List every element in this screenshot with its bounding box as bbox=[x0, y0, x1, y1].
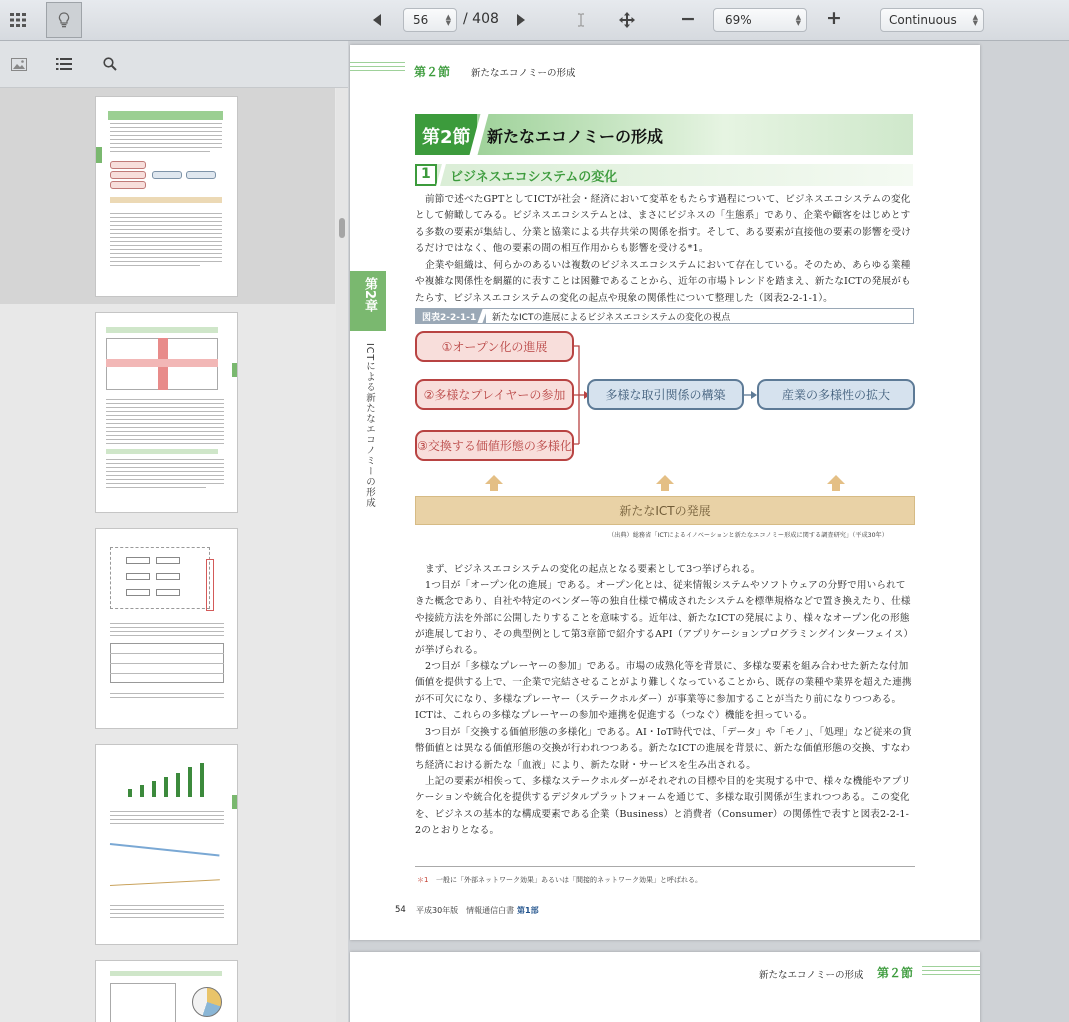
move-icon[interactable] bbox=[617, 9, 637, 31]
thumbnail-row[interactable] bbox=[0, 520, 335, 736]
diagram-box-open: ①オープン化の進展 bbox=[415, 331, 574, 362]
subsection-heading bbox=[415, 164, 913, 186]
thumbnail-row-selected[interactable] bbox=[0, 88, 335, 304]
chapter-tab-label: 第2章 bbox=[362, 277, 377, 313]
arrow-up-icon bbox=[827, 475, 845, 484]
view-mode-value: Continuous bbox=[889, 13, 957, 27]
paragraph: 2つ目が「多様なプレーヤーの参加」である。市場の成熟化等を背景に、多様な要素を組み合わせた新たな付加価値を提供する上で、一企業で完結させることがより難しくなっていることから、既存の業種や業界を超えた連携が不可欠になり、多様なプレーヤー（ステークホルダー）が事業等に参加することが当たり前になりつつある。ICTは、これらの多様なプレーヤーの参加や連携を促進する（つなぐ）機能を担っている。 bbox=[415, 661, 912, 721]
footer-book: 平成30年版 情報通信白書 bbox=[416, 906, 515, 915]
zoom-value: 69% bbox=[725, 13, 752, 27]
zoom-out-button[interactable]: − bbox=[680, 8, 696, 30]
chevron-updown-icon: ▲ ▼ bbox=[972, 13, 978, 27]
paragraph: 前節で述べたGPTとしてICTが社会・経済において変革をもたらす過程について、ビジネスエコシステムの変化として俯瞰してみる。ビジネスエコシステムとは、まさにビジネスの「生態系」であり、企業や顧客をはじめとする多数の要素が集結し、分業と協業による共存共栄の関係を指す。そして、ある要素が直接他の要素の影響を受けるだけではなく、他の要素の間の相互作用からも影響を受ける*1。 bbox=[415, 194, 911, 254]
page-number: 54 bbox=[395, 905, 406, 915]
grid-icon[interactable] bbox=[8, 10, 28, 30]
zoom-in-button[interactable]: + bbox=[826, 7, 842, 29]
chapter-side-text: ICTによる新たなエコノミーの形成 bbox=[364, 343, 375, 509]
scrollbar-thumb[interactable] bbox=[339, 218, 345, 238]
section-banner bbox=[415, 114, 913, 155]
header-title: 新たなエコノミーの形成 bbox=[471, 68, 576, 79]
footnote-text: 一般に「外部ネットワーク効果」あるいは「間接的ネットワーク効果」と呼ばれる。 bbox=[436, 876, 702, 884]
figure-label: 図表2-2-1-1 bbox=[422, 313, 477, 323]
header-section-label: 第２節 bbox=[414, 65, 451, 79]
next-header-title: 新たなエコノミーの形成 bbox=[759, 970, 864, 981]
subsection-number: 1 bbox=[421, 166, 431, 182]
chevron-updown-icon: ▲ ▼ bbox=[795, 13, 801, 27]
figure-source: （出典）総務省「ICTによるイノベーションと新たなエコノミー形成に関する調査研究」（平成30年） bbox=[608, 532, 888, 539]
toolbar bbox=[0, 0, 1069, 41]
page-thumbnail[interactable] bbox=[95, 96, 238, 297]
thumbnail-row[interactable] bbox=[0, 304, 335, 520]
image-icon[interactable] bbox=[9, 55, 29, 73]
text-cursor-icon[interactable] bbox=[572, 10, 590, 30]
footnote-mark: ＊1 bbox=[417, 876, 429, 884]
next-page-icon[interactable] bbox=[511, 10, 529, 30]
paragraph: 3つ目が「交換する価値形態の多様化」である。AI・IoT時代では、「データ」や「モノ」、「処理」など従来の貨幣価値とは異なる価値形態の交換が行われつつある。新たなICTの進展を背景に、新たな価値形態の交換、すなわち経済における新たな「血液」により、新たな財・サービスを生み出される。 bbox=[415, 727, 912, 771]
page-total: / 408 bbox=[463, 11, 499, 27]
diagram-box-ict-label: 新たなICTの発展 bbox=[619, 504, 711, 518]
subsection-title: ビジネスエコシステムの変化 bbox=[450, 170, 618, 185]
paragraph: 1つ目が「オープン化の進展」である。オープン化とは、従来情報システムやソフトウェアの分野で用いられてきた概念であり、自社や特定のベンダー等の独自仕様で構成されたシステムを標準規格などで置き換えたり、仕様や接続方法を外部に公開したりすることを意味する。近年は、新たなICTの発展により、様々なオープン化の形態が進展しており、その典型例として第3章節で紹介するAPI（アプリケーションプログラミングインターフェイス）が挙げられる。 bbox=[415, 580, 914, 657]
pdf-page-next bbox=[350, 952, 980, 1022]
figure-title: 新たなICTの進展によるビジネスエコシステムの変化の視点 bbox=[492, 313, 731, 323]
next-header-section: 第２節 bbox=[877, 966, 914, 980]
arrow-up-icon bbox=[485, 475, 503, 484]
banner-section-label: 第2節 bbox=[422, 127, 471, 148]
paragraph: 企業や組織は、何らかのあるいは複数のビジネスエコシステムにおいて存在している。そのため、あらゆる業種や複雑な関係性を網羅的に表すことは困難であることから、近年の市場トレンドを踏まえ、新たなICTの発展がもたらす、ビジネスエコシステムの変化の起点や現象の関係性について整理した（図表2-2-1-1）。 bbox=[415, 260, 911, 304]
search-icon[interactable] bbox=[100, 55, 120, 73]
page-thumbnail[interactable] bbox=[95, 528, 238, 729]
page-thumbnail[interactable] bbox=[95, 960, 238, 1022]
figure-header bbox=[415, 308, 914, 324]
list-icon[interactable] bbox=[54, 55, 74, 73]
diagram-box-ict bbox=[415, 496, 915, 525]
chapter-tab bbox=[350, 271, 386, 331]
pdf-page bbox=[350, 45, 980, 940]
stepper-icon[interactable]: ▲ ▼ bbox=[445, 13, 451, 27]
zoom-select[interactable] bbox=[713, 8, 807, 32]
document-viewer bbox=[349, 41, 1069, 1022]
view-mode-select[interactable] bbox=[880, 8, 984, 32]
page-thumbnail[interactable] bbox=[95, 312, 238, 513]
thumbnail-row[interactable] bbox=[0, 736, 335, 952]
thumbnail-row[interactable] bbox=[0, 952, 335, 1022]
page-thumbnail[interactable] bbox=[95, 744, 238, 945]
page-number-input[interactable] bbox=[403, 8, 457, 32]
thumbnail-list bbox=[0, 88, 335, 1022]
sidebar-scrollbar[interactable] bbox=[336, 88, 348, 1022]
footnote-rule bbox=[415, 866, 915, 867]
diagram-box-transactions: 多様な取引関係の構築 bbox=[587, 379, 744, 410]
paragraph: まず、ビジネスエコシステムの変化の起点となる要素として3つ挙げられる。 bbox=[425, 564, 761, 575]
footer-part: 第1部 bbox=[517, 906, 539, 915]
diagram-box-players: ②多様なプレイヤーの参加 bbox=[415, 379, 574, 410]
lightbulb-icon[interactable] bbox=[46, 2, 82, 38]
banner-title: 新たなエコノミーの形成 bbox=[487, 127, 664, 146]
prev-page-icon[interactable] bbox=[368, 10, 386, 30]
diagram-box-industry: 産業の多様性の拡大 bbox=[757, 379, 915, 410]
page-current: 56 bbox=[413, 13, 429, 27]
arrow-up-icon bbox=[656, 475, 674, 484]
diagram-box-value: ③交換する価値形態の多様化 bbox=[415, 430, 574, 461]
sidebar bbox=[0, 41, 348, 1022]
sidebar-tabs bbox=[0, 41, 348, 88]
paragraph: 上記の要素が相俟って、多様なステークホルダーがそれぞれの目標や目的を実現する中で、様々な機能やアプリケーションや統合化を提供するデジタルプラットフォームを通じて、多様な取引関係が生まれつつある。この変化を、ビジネスの基本的な構成要素である企業（Business）と消費者（Consumer）の関係性で表すと図表2-2-1-2のとおりとなる。 bbox=[415, 776, 911, 836]
